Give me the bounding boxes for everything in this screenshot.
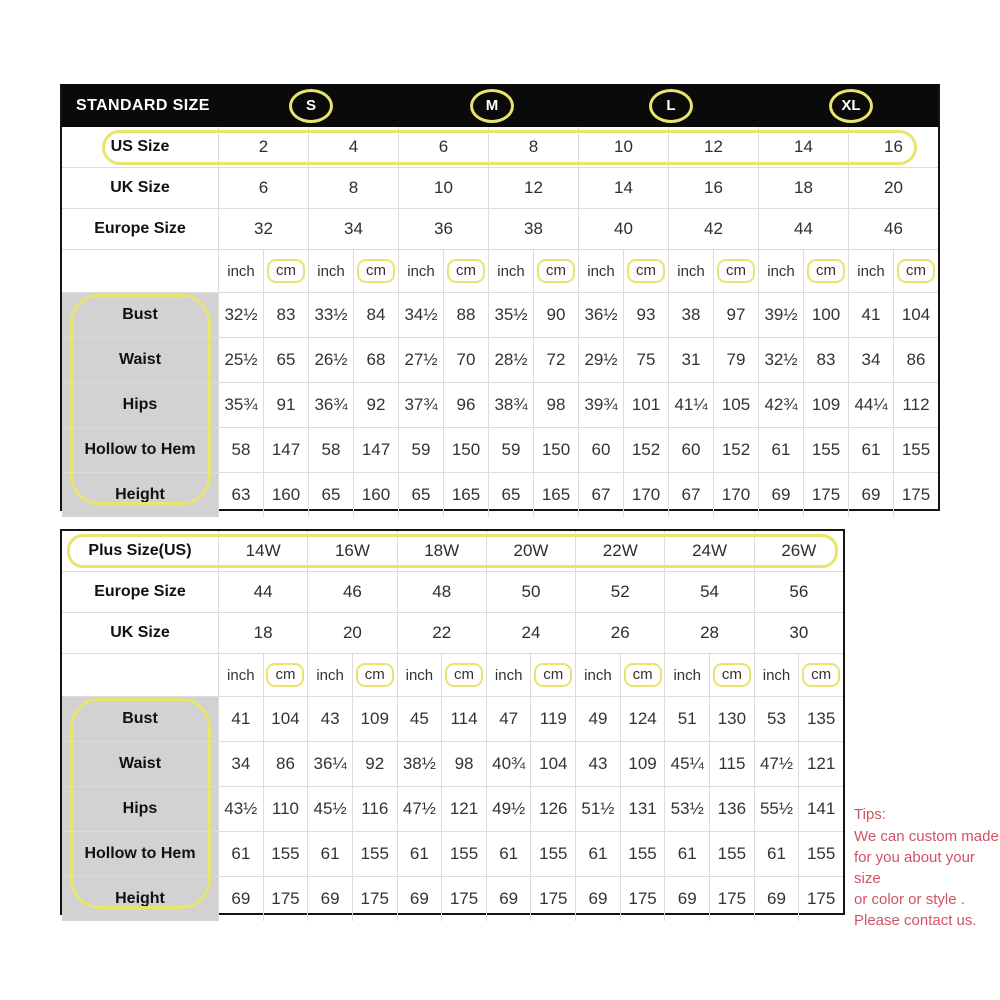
- cm-value-cell: 68: [353, 338, 398, 382]
- inch-value-cell: 61: [575, 832, 620, 876]
- cm-value-cell: 98: [533, 383, 578, 427]
- size-value-cell: 18: [218, 613, 307, 653]
- size-value-cell: 28: [664, 613, 753, 653]
- size-value-cell: 12: [488, 168, 578, 208]
- inch-value-cell: 42¾: [758, 383, 803, 427]
- cm-value-cell: 83: [263, 293, 308, 337]
- cm-value-cell: 155: [798, 832, 843, 876]
- cm-value-cell: 152: [713, 428, 758, 472]
- inch-unit-cell: inch: [668, 250, 713, 292]
- size-value-cell: 22: [397, 613, 486, 653]
- cm-highlight-box: cm: [267, 259, 305, 284]
- size-value-cell: 16: [848, 127, 938, 167]
- size-value-cell: 6: [218, 168, 308, 208]
- inch-value-cell: 69: [754, 877, 799, 921]
- cm-value-cell: 110: [263, 787, 308, 831]
- cm-unit-cell: [263, 654, 308, 696]
- cm-value-cell: 175: [893, 473, 938, 517]
- inch-unit-cell: inch: [307, 654, 352, 696]
- cm-value-cell: 147: [353, 428, 398, 472]
- cm-unit-cell: [533, 250, 578, 292]
- inch-value-cell: 69: [397, 877, 442, 921]
- row-label: Hollow to Hem: [62, 832, 218, 876]
- cm-value-cell: 165: [443, 473, 488, 517]
- cm-value-cell: 104: [263, 697, 308, 741]
- row-label: Waist: [62, 338, 218, 382]
- inch-unit-cell: inch: [308, 250, 353, 292]
- unit-row-empty-label: [62, 250, 218, 292]
- inch-value-cell: 25½: [218, 338, 263, 382]
- cm-highlight-box: cm: [624, 663, 662, 688]
- inch-value-cell: 43½: [218, 787, 263, 831]
- cm-value-cell: 175: [620, 877, 665, 921]
- cm-unit-cell: [263, 250, 308, 292]
- size-value-cell: 36: [398, 209, 488, 249]
- cm-value-cell: 84: [353, 293, 398, 337]
- cm-value-cell: 105: [713, 383, 758, 427]
- inch-value-cell: 60: [668, 428, 713, 472]
- size-value-cell: 10: [398, 168, 488, 208]
- inch-value-cell: 65: [488, 473, 533, 517]
- size-value-cell: 8: [308, 168, 398, 208]
- size-value-cell: 8: [488, 127, 578, 167]
- inch-value-cell: 69: [758, 473, 803, 517]
- inch-value-cell: 61: [664, 832, 709, 876]
- inch-value-cell: 69: [664, 877, 709, 921]
- inch-value-cell: 69: [218, 877, 263, 921]
- size-value-cell: 26: [575, 613, 664, 653]
- size-value-cell: 24: [486, 613, 575, 653]
- size-row: [62, 571, 843, 612]
- cm-highlight-box: cm: [802, 663, 840, 688]
- cm-value-cell: 79: [713, 338, 758, 382]
- inch-value-cell: 65: [308, 473, 353, 517]
- measure-row: [62, 382, 938, 427]
- inch-value-cell: 43: [307, 697, 352, 741]
- size-value-cell: 46: [848, 209, 938, 249]
- cm-unit-cell: [709, 654, 754, 696]
- inch-value-cell: 34: [848, 338, 893, 382]
- cm-unit-cell: [803, 250, 848, 292]
- tips-line: We can custom made: [854, 828, 999, 845]
- size-value-cell: 52: [575, 572, 664, 612]
- size-row: [62, 208, 938, 249]
- cm-value-cell: 155: [441, 832, 486, 876]
- unit-row: [62, 249, 938, 292]
- inch-unit-cell: inch: [578, 250, 623, 292]
- row-label: Europe Size: [94, 583, 186, 600]
- inch-value-cell: 49½: [486, 787, 531, 831]
- measure-row: [62, 427, 938, 472]
- inch-value-cell: 67: [578, 473, 623, 517]
- cm-value-cell: 175: [441, 877, 486, 921]
- cm-value-cell: 135: [798, 697, 843, 741]
- inch-value-cell: 43: [575, 742, 620, 786]
- inch-value-cell: 38½: [397, 742, 442, 786]
- cm-value-cell: 93: [623, 293, 668, 337]
- cm-value-cell: 72: [533, 338, 578, 382]
- cm-highlight-box: cm: [357, 259, 395, 284]
- cm-value-cell: 150: [443, 428, 488, 472]
- inch-value-cell: 61: [848, 428, 893, 472]
- cm-value-cell: 175: [798, 877, 843, 921]
- inch-value-cell: 37¾: [398, 383, 443, 427]
- row-label: Hips: [62, 787, 218, 831]
- plus-size-table: [60, 529, 845, 915]
- inch-value-cell: 69: [486, 877, 531, 921]
- cm-value-cell: 175: [803, 473, 848, 517]
- inch-value-cell: 45½: [307, 787, 352, 831]
- cm-value-cell: 160: [353, 473, 398, 517]
- inch-unit-cell: inch: [848, 250, 893, 292]
- row-label: Height: [62, 473, 218, 517]
- cm-value-cell: 175: [709, 877, 754, 921]
- size-value-cell: 12: [668, 127, 758, 167]
- cm-value-cell: 97: [713, 293, 758, 337]
- row-label: Waist: [62, 742, 218, 786]
- inch-value-cell: 27½: [398, 338, 443, 382]
- cm-value-cell: 165: [533, 473, 578, 517]
- inch-value-cell: 36¼: [307, 742, 352, 786]
- cm-value-cell: 121: [441, 787, 486, 831]
- inch-value-cell: 69: [575, 877, 620, 921]
- size-value-cell: 14: [578, 168, 668, 208]
- size-value-cell: 18W: [397, 531, 486, 571]
- measure-row: [62, 472, 938, 517]
- size-value-cell: 2: [218, 127, 308, 167]
- inch-unit-cell: inch: [398, 250, 443, 292]
- size-value-cell: 10: [578, 127, 668, 167]
- cm-value-cell: 150: [533, 428, 578, 472]
- size-value-cell: 32: [218, 209, 308, 249]
- size-value-cell: 50: [486, 572, 575, 612]
- row-label: UK Size: [110, 624, 170, 641]
- inch-value-cell: 58: [308, 428, 353, 472]
- size-group-oval: L: [649, 89, 693, 123]
- cm-highlight-box: cm: [897, 259, 935, 284]
- measure-row: [62, 876, 843, 921]
- inch-value-cell: 61: [307, 832, 352, 876]
- inch-unit-cell: inch: [218, 250, 263, 292]
- cm-value-cell: 152: [623, 428, 668, 472]
- cm-value-cell: 170: [713, 473, 758, 517]
- size-value-cell: 14W: [218, 531, 307, 571]
- inch-value-cell: 47½: [397, 787, 442, 831]
- size-row: [62, 612, 843, 653]
- inch-value-cell: 59: [488, 428, 533, 472]
- cm-value-cell: 86: [263, 742, 308, 786]
- cm-highlight-box: cm: [534, 663, 572, 688]
- cm-value-cell: 136: [709, 787, 754, 831]
- cm-value-cell: 155: [620, 832, 665, 876]
- measure-row: [62, 292, 938, 337]
- cm-unit-cell: [893, 250, 938, 292]
- cm-value-cell: 92: [352, 742, 397, 786]
- inch-value-cell: 65: [398, 473, 443, 517]
- cm-value-cell: 155: [263, 832, 308, 876]
- size-value-cell: 54: [664, 572, 753, 612]
- inch-value-cell: 35½: [488, 293, 533, 337]
- cm-value-cell: 92: [353, 383, 398, 427]
- cm-value-cell: 130: [709, 697, 754, 741]
- tips-line: or color or style .: [854, 891, 965, 908]
- plus-size-rows: [62, 531, 843, 921]
- inch-value-cell: 67: [668, 473, 713, 517]
- size-value-cell: 14: [758, 127, 848, 167]
- size-value-cell: 16W: [307, 531, 396, 571]
- cm-value-cell: 75: [623, 338, 668, 382]
- inch-value-cell: 61: [758, 428, 803, 472]
- cm-unit-cell: [443, 250, 488, 292]
- cm-value-cell: 131: [620, 787, 665, 831]
- inch-unit-cell: inch: [488, 250, 533, 292]
- size-row: [62, 127, 938, 167]
- measure-row: [62, 741, 843, 786]
- inch-value-cell: 61: [397, 832, 442, 876]
- cm-highlight-box: cm: [627, 259, 665, 284]
- inch-value-cell: 44¼: [848, 383, 893, 427]
- inch-value-cell: 45: [397, 697, 442, 741]
- cm-value-cell: 104: [530, 742, 575, 786]
- cm-value-cell: 115: [709, 742, 754, 786]
- inch-value-cell: 34½: [398, 293, 443, 337]
- cm-value-cell: 65: [263, 338, 308, 382]
- inch-value-cell: 59: [398, 428, 443, 472]
- size-group-oval: XL: [829, 89, 873, 123]
- cm-unit-cell: [530, 654, 575, 696]
- cm-value-cell: 114: [441, 697, 486, 741]
- inch-value-cell: 35¾: [218, 383, 263, 427]
- row-label: Bust: [62, 293, 218, 337]
- cm-highlight-box: cm: [807, 259, 845, 284]
- inch-value-cell: 28½: [488, 338, 533, 382]
- cm-value-cell: 124: [620, 697, 665, 741]
- inch-value-cell: 41: [218, 697, 263, 741]
- cm-value-cell: 70: [443, 338, 488, 382]
- inch-value-cell: 47: [486, 697, 531, 741]
- size-group-oval: M: [470, 89, 514, 123]
- inch-value-cell: 49: [575, 697, 620, 741]
- tips-line: Please contact us.: [854, 912, 977, 929]
- inch-value-cell: 61: [218, 832, 263, 876]
- cm-value-cell: 141: [798, 787, 843, 831]
- standard-size-table: [60, 84, 940, 511]
- measure-row: [62, 831, 843, 876]
- cm-value-cell: 155: [803, 428, 848, 472]
- inch-value-cell: 39¾: [578, 383, 623, 427]
- inch-value-cell: 51½: [575, 787, 620, 831]
- cm-unit-cell: [352, 654, 397, 696]
- inch-value-cell: 41: [848, 293, 893, 337]
- cm-value-cell: 86: [893, 338, 938, 382]
- row-label: UK Size: [110, 179, 170, 196]
- size-value-cell: 44: [758, 209, 848, 249]
- standard-size-title: STANDARD SIZE: [76, 96, 210, 114]
- tips-title: Tips:: [854, 806, 886, 823]
- inch-value-cell: 53: [754, 697, 799, 741]
- cm-value-cell: 126: [530, 787, 575, 831]
- standard-size-rows: [62, 127, 938, 517]
- size-group-oval: S: [289, 89, 333, 123]
- cm-value-cell: 90: [533, 293, 578, 337]
- size-value-cell: 44: [218, 572, 307, 612]
- cm-unit-cell: [353, 250, 398, 292]
- inch-unit-cell: inch: [575, 654, 620, 696]
- cm-value-cell: 155: [352, 832, 397, 876]
- cm-unit-cell: [713, 250, 758, 292]
- size-value-cell: 46: [307, 572, 396, 612]
- inch-value-cell: 26½: [308, 338, 353, 382]
- size-value-cell: 42: [668, 209, 758, 249]
- cm-unit-cell: [441, 654, 486, 696]
- size-value-cell: 48: [397, 572, 486, 612]
- unit-row: [62, 653, 843, 696]
- cm-value-cell: 83: [803, 338, 848, 382]
- cm-value-cell: 175: [530, 877, 575, 921]
- inch-value-cell: 53½: [664, 787, 709, 831]
- cm-value-cell: 121: [798, 742, 843, 786]
- cm-value-cell: 98: [441, 742, 486, 786]
- tips-line: for you about your size: [854, 849, 975, 887]
- inch-value-cell: 63: [218, 473, 263, 517]
- row-label: Hips: [62, 383, 218, 427]
- cm-value-cell: 100: [803, 293, 848, 337]
- inch-value-cell: 39½: [758, 293, 803, 337]
- inch-value-cell: 29½: [578, 338, 623, 382]
- cm-unit-cell: [623, 250, 668, 292]
- size-value-cell: 18: [758, 168, 848, 208]
- size-value-cell: 16: [668, 168, 758, 208]
- inch-unit-cell: inch: [218, 654, 263, 696]
- cm-unit-cell: [620, 654, 665, 696]
- size-value-cell: 20: [307, 613, 396, 653]
- cm-value-cell: 88: [443, 293, 488, 337]
- inch-value-cell: 32½: [218, 293, 263, 337]
- size-value-cell: 26W: [754, 531, 843, 571]
- cm-value-cell: 155: [530, 832, 575, 876]
- row-label: Plus Size(US): [88, 542, 192, 559]
- inch-value-cell: 34: [218, 742, 263, 786]
- unit-row-empty-label: [62, 654, 218, 696]
- inch-value-cell: 41¼: [668, 383, 713, 427]
- size-value-cell: 38: [488, 209, 578, 249]
- cm-highlight-box: cm: [713, 663, 751, 688]
- cm-value-cell: 96: [443, 383, 488, 427]
- cm-value-cell: 109: [803, 383, 848, 427]
- cm-value-cell: 109: [620, 742, 665, 786]
- row-label: Bust: [62, 697, 218, 741]
- cm-value-cell: 175: [263, 877, 308, 921]
- custom-made-tips-note: [854, 804, 1000, 931]
- size-value-cell: 34: [308, 209, 398, 249]
- inch-value-cell: 31: [668, 338, 713, 382]
- cm-value-cell: 155: [709, 832, 754, 876]
- cm-value-cell: 104: [893, 293, 938, 337]
- inch-unit-cell: inch: [486, 654, 531, 696]
- inch-value-cell: 45¼: [664, 742, 709, 786]
- cm-value-cell: 170: [623, 473, 668, 517]
- row-label: US Size: [110, 138, 170, 155]
- inch-value-cell: 69: [848, 473, 893, 517]
- inch-unit-cell: inch: [664, 654, 709, 696]
- cm-highlight-box: cm: [356, 663, 394, 688]
- cm-value-cell: 109: [352, 697, 397, 741]
- size-value-cell: 22W: [575, 531, 664, 571]
- inch-value-cell: 36¾: [308, 383, 353, 427]
- cm-value-cell: 112: [893, 383, 938, 427]
- size-value-cell: 56: [754, 572, 843, 612]
- inch-value-cell: 40¾: [486, 742, 531, 786]
- inch-value-cell: 60: [578, 428, 623, 472]
- size-value-cell: 20W: [486, 531, 575, 571]
- cm-highlight-box: cm: [537, 259, 575, 284]
- size-value-cell: 20: [848, 168, 938, 208]
- measure-row: [62, 337, 938, 382]
- inch-unit-cell: inch: [754, 654, 799, 696]
- standard-size-header-bar: [62, 84, 938, 127]
- cm-value-cell: 91: [263, 383, 308, 427]
- cm-value-cell: 175: [352, 877, 397, 921]
- inch-value-cell: 36½: [578, 293, 623, 337]
- row-label: Europe Size: [94, 220, 186, 237]
- inch-value-cell: 32½: [758, 338, 803, 382]
- size-value-cell: 6: [398, 127, 488, 167]
- measure-row: [62, 696, 843, 741]
- size-value-cell: 40: [578, 209, 668, 249]
- inch-value-cell: 58: [218, 428, 263, 472]
- cm-value-cell: 160: [263, 473, 308, 517]
- cm-highlight-box: cm: [266, 663, 304, 688]
- cm-value-cell: 147: [263, 428, 308, 472]
- cm-highlight-box: cm: [445, 663, 483, 688]
- cm-highlight-box: cm: [447, 259, 485, 284]
- inch-value-cell: 61: [754, 832, 799, 876]
- row-label: Height: [62, 877, 218, 921]
- inch-value-cell: 55½: [754, 787, 799, 831]
- size-row: [62, 531, 843, 571]
- cm-unit-cell: [798, 654, 843, 696]
- inch-value-cell: 47½: [754, 742, 799, 786]
- inch-value-cell: 33½: [308, 293, 353, 337]
- cm-value-cell: 116: [352, 787, 397, 831]
- cm-value-cell: 101: [623, 383, 668, 427]
- row-label: Hollow to Hem: [62, 428, 218, 472]
- inch-value-cell: 61: [486, 832, 531, 876]
- cm-highlight-box: cm: [717, 259, 755, 284]
- cm-value-cell: 155: [893, 428, 938, 472]
- measure-row: [62, 786, 843, 831]
- inch-unit-cell: inch: [397, 654, 442, 696]
- inch-unit-cell: inch: [758, 250, 803, 292]
- size-value-cell: 4: [308, 127, 398, 167]
- inch-value-cell: 69: [307, 877, 352, 921]
- size-row: [62, 167, 938, 208]
- inch-value-cell: 38: [668, 293, 713, 337]
- size-value-cell: 24W: [664, 531, 753, 571]
- size-value-cell: 30: [754, 613, 843, 653]
- cm-value-cell: 119: [530, 697, 575, 741]
- inch-value-cell: 51: [664, 697, 709, 741]
- inch-value-cell: 38¾: [488, 383, 533, 427]
